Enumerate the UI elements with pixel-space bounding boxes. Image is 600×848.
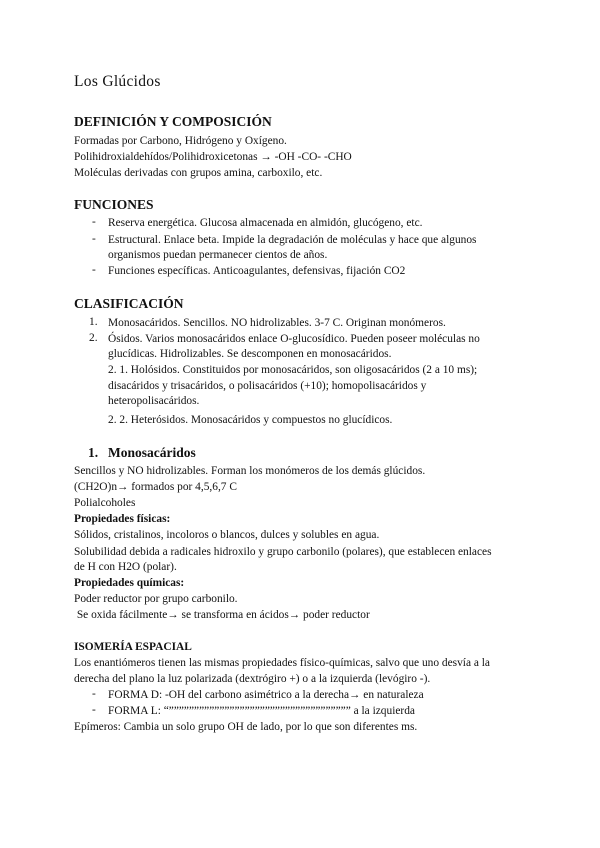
holosidos-line: disacáridos y trisacáridos, o polisacáridos (+10); homopolisacáridos y — [108, 380, 427, 392]
isomeria-line: Los enantiómeros tienen las mismas propiedades físico-químicas, salvo que uno desvía a la — [74, 657, 490, 669]
propiedades-quimicas-heading: Propiedades químicas: — [74, 577, 185, 589]
quimicas-line: Se oxida fácilmente→ se transforma en ácidos→ poder reductor — [74, 609, 370, 621]
subsection-number: 1. — [88, 445, 99, 460]
list-number: 1. — [89, 316, 98, 328]
section-heading-definicion: DEFINICIÓN Y COMPOSICIÓN — [74, 114, 272, 129]
holosidos-line: heteropolisacáridos. — [108, 395, 200, 407]
list-number: 2. — [89, 332, 98, 344]
definicion-line: Polihidroxialdehídos/Polihidroxicetonas → -OH -CO- -CHO — [74, 151, 352, 163]
forma-d-item: FORMA D: -OH del carbono asimétrico a la derecha→ en naturaleza — [108, 689, 424, 701]
quimicas-line: Poder reductor por grupo carbonilo. — [74, 593, 238, 605]
forma-l-item: FORMA L: “”””””””””””””””””””””””””””””””””””” a la izquierda — [108, 705, 415, 717]
section-heading-isomeria: ISOMERÍA ESPACIAL — [74, 641, 192, 653]
clasificacion-item-continuation: glucídicas. Hidrolizables. Se descomponen en monosacáridos. — [108, 348, 392, 360]
list-bullet: - — [92, 704, 96, 716]
subsection-heading-monosacaridos: Monosacáridos — [108, 445, 196, 460]
propiedades-fisicas-heading: Propiedades físicas: — [74, 513, 171, 525]
document-title: Los Glúcidos — [74, 73, 161, 90]
monosacaridos-line: Polialcoholes — [74, 497, 136, 509]
heterosidos-line: 2. 2. Heterósidos. Monosacáridos y compuestos no glucídicos. — [108, 414, 393, 426]
epimeros-line: Epímeros: Cambia un solo grupo OH de lado, por lo que son diferentes ms. — [74, 721, 418, 733]
holosidos-line: 2. 1. Holósidos. Constituidos por monosacáridos, son oligosacáridos (2 a 10 ms); — [108, 364, 478, 376]
list-bullet: - — [92, 216, 96, 228]
clasificacion-item: Ósidos. Varios monosacáridos enlace O-glucosídico. Pueden poseer moléculas no — [108, 333, 480, 345]
isomeria-line: derecha del plano la luz polarizada (dextrógiro +) o a la izquierda (levógiro -). — [74, 673, 431, 685]
funciones-item: Funciones específicas. Anticoagulantes, defensivas, fijación CO2 — [108, 265, 406, 277]
funciones-item: Estructural. Enlace beta. Impide la degradación de moléculas y hace que algunos — [108, 234, 477, 246]
fisicas-line: Solubilidad debida a radicales hidroxilo y grupo carbonilo (polares), que establecen enlaces — [74, 546, 492, 558]
clasificacion-item: Monosacáridos. Sencillos. NO hidrolizables. 3-7 C. Originan monómeros. — [108, 317, 446, 329]
funciones-item: Reserva energética. Glucosa almacenada en almidón, glucógeno, etc. — [108, 217, 423, 229]
definicion-line: Formadas por Carbono, Hidrógeno y Oxígeno. — [74, 135, 287, 147]
fisicas-line: de H con H2O (polar). — [74, 561, 177, 573]
list-bullet: - — [92, 688, 96, 700]
monosacaridos-line: Sencillos y NO hidrolizables. Forman los monómeros de los demás glúcidos. — [74, 465, 426, 477]
list-bullet: - — [92, 264, 96, 276]
definicion-line: Moléculas derivadas con grupos amina, carboxilo, etc. — [74, 167, 323, 179]
section-heading-clasificacion: CLASIFICACIÓN — [74, 296, 184, 311]
list-bullet: - — [92, 233, 96, 245]
monosacaridos-line: (CH2O)n→ formados por 4,5,6,7 C — [74, 481, 237, 493]
fisicas-line: Sólidos, cristalinos, incoloros o blancos, dulces y solubles en agua. — [74, 529, 380, 541]
section-heading-funciones: FUNCIONES — [74, 197, 154, 212]
funciones-item-continuation: organismos puedan permanecer cientos de años. — [108, 249, 328, 261]
